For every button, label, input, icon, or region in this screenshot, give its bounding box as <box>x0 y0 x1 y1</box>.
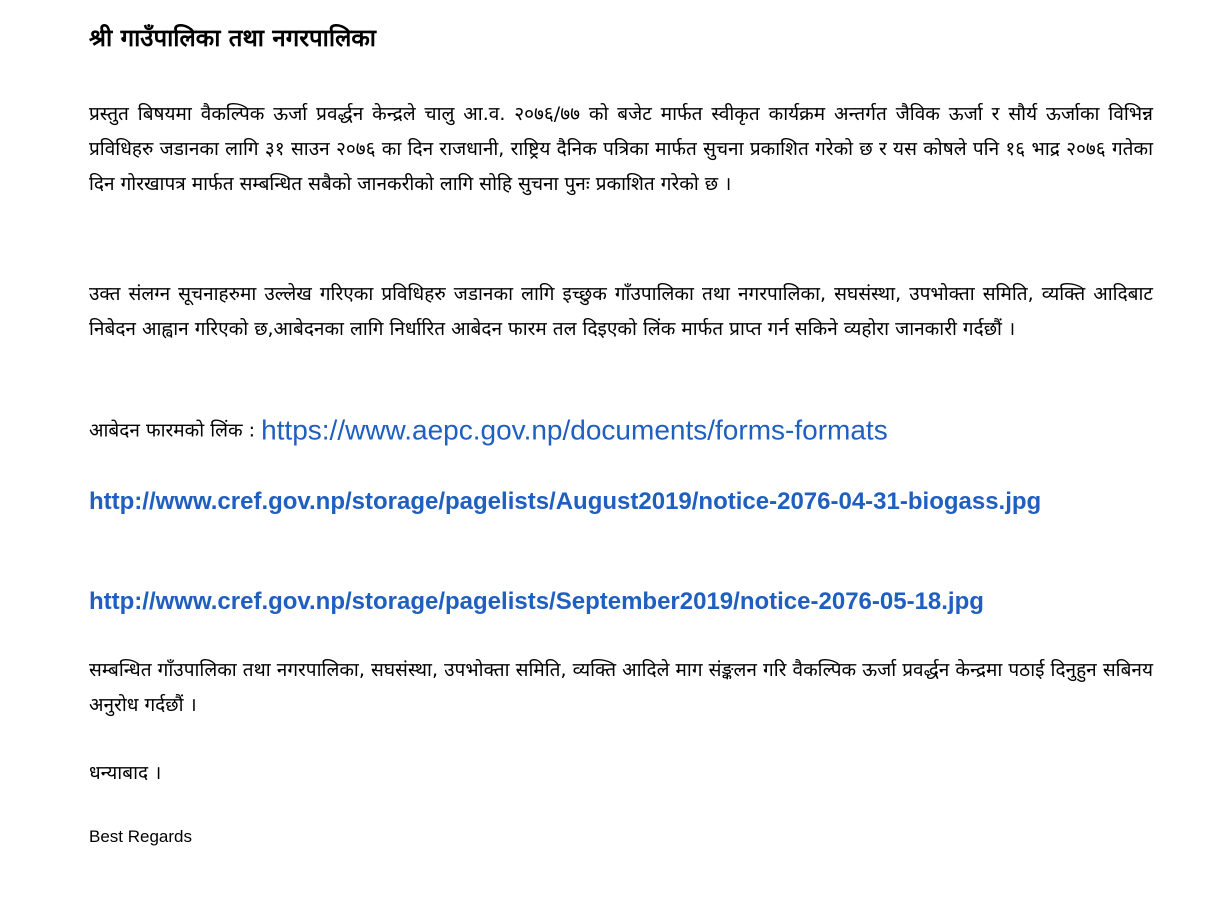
paragraph-application-call: उक्त संलग्न सूचनाहरुमा उल्लेख गरिएका प्रविधिहरु जडानका लागि इच्छुक गाँउपालिका तथा नगरपालिका, सघसंस्था, उपभोक्ता समिति, व्यक्ति आदिबाट निबेदन आह्वान गरिएको छ,आबेदनका लागि निर्धारित आबेदन फारम तल दिइएको लिंक मार्फत प्राप्त गर्न सकिने व्यहोरा जानकारी गर्दछौं । <box>89 283 1153 340</box>
paragraph-request: सम्बन्धित गाँउपालिका तथा नगरपालिका, सघसंस्था, उपभोक्ता समिति, व्यक्ति आदिले माग संङ्कलन गरि वैकल्पिक ऊर्जा प्रवर्द्धन केन्द्रमा पठाई दिनुहुन सबिनय अनुरोध गर्दछौं । <box>89 659 1153 716</box>
closing-text: Best Regards <box>89 827 192 846</box>
form-link-url[interactable]: https://www.aepc.gov.np/documents/forms-formats <box>261 414 888 446</box>
form-link-label: आबेदन फारमको लिंक : <box>89 419 262 442</box>
september-notice-link[interactable]: http://www.cref.gov.np/storage/pagelists/September2019/notice-2076-05-18.jpg <box>89 588 984 615</box>
paragraph-notice-info: प्रस्तुत बिषयमा वैकल्पिक ऊर्जा प्रवर्द्धन केन्द्रले चालु आ.व. २०७६/७७ को बजेट मार्फत स्वीकृत कार्यक्रम अन्तर्गत जैविक ऊर्जा र सौर्य ऊर्जाका विभिन्न प्रविधिहरु जडानका लागि ३१ साउन २०७६ का दिन राजधानी, राष्ट्रिय दैनिक पत्रिका मार्फत सुचना प्रकाशित गरेको छ र यस कोषले पनि १६ भाद्र २०७६ गतेका दिन गोरखापत्र मार्फत सम्बन्धित सबैको जानकरीको लागि सोहि सुचना पुनः प्रकाशित गरेको छ । <box>89 103 1153 195</box>
biogas-notice-link[interactable]: http://www.cref.gov.np/storage/pagelists/August2019/notice-2076-04-31-biogass.jpg <box>89 488 1042 515</box>
form-link-line <box>89 412 888 449</box>
thanks-text: धन्याबाद । <box>89 762 162 784</box>
page-title: श्री गाउँपालिका तथा नगरपालिका <box>89 24 377 52</box>
